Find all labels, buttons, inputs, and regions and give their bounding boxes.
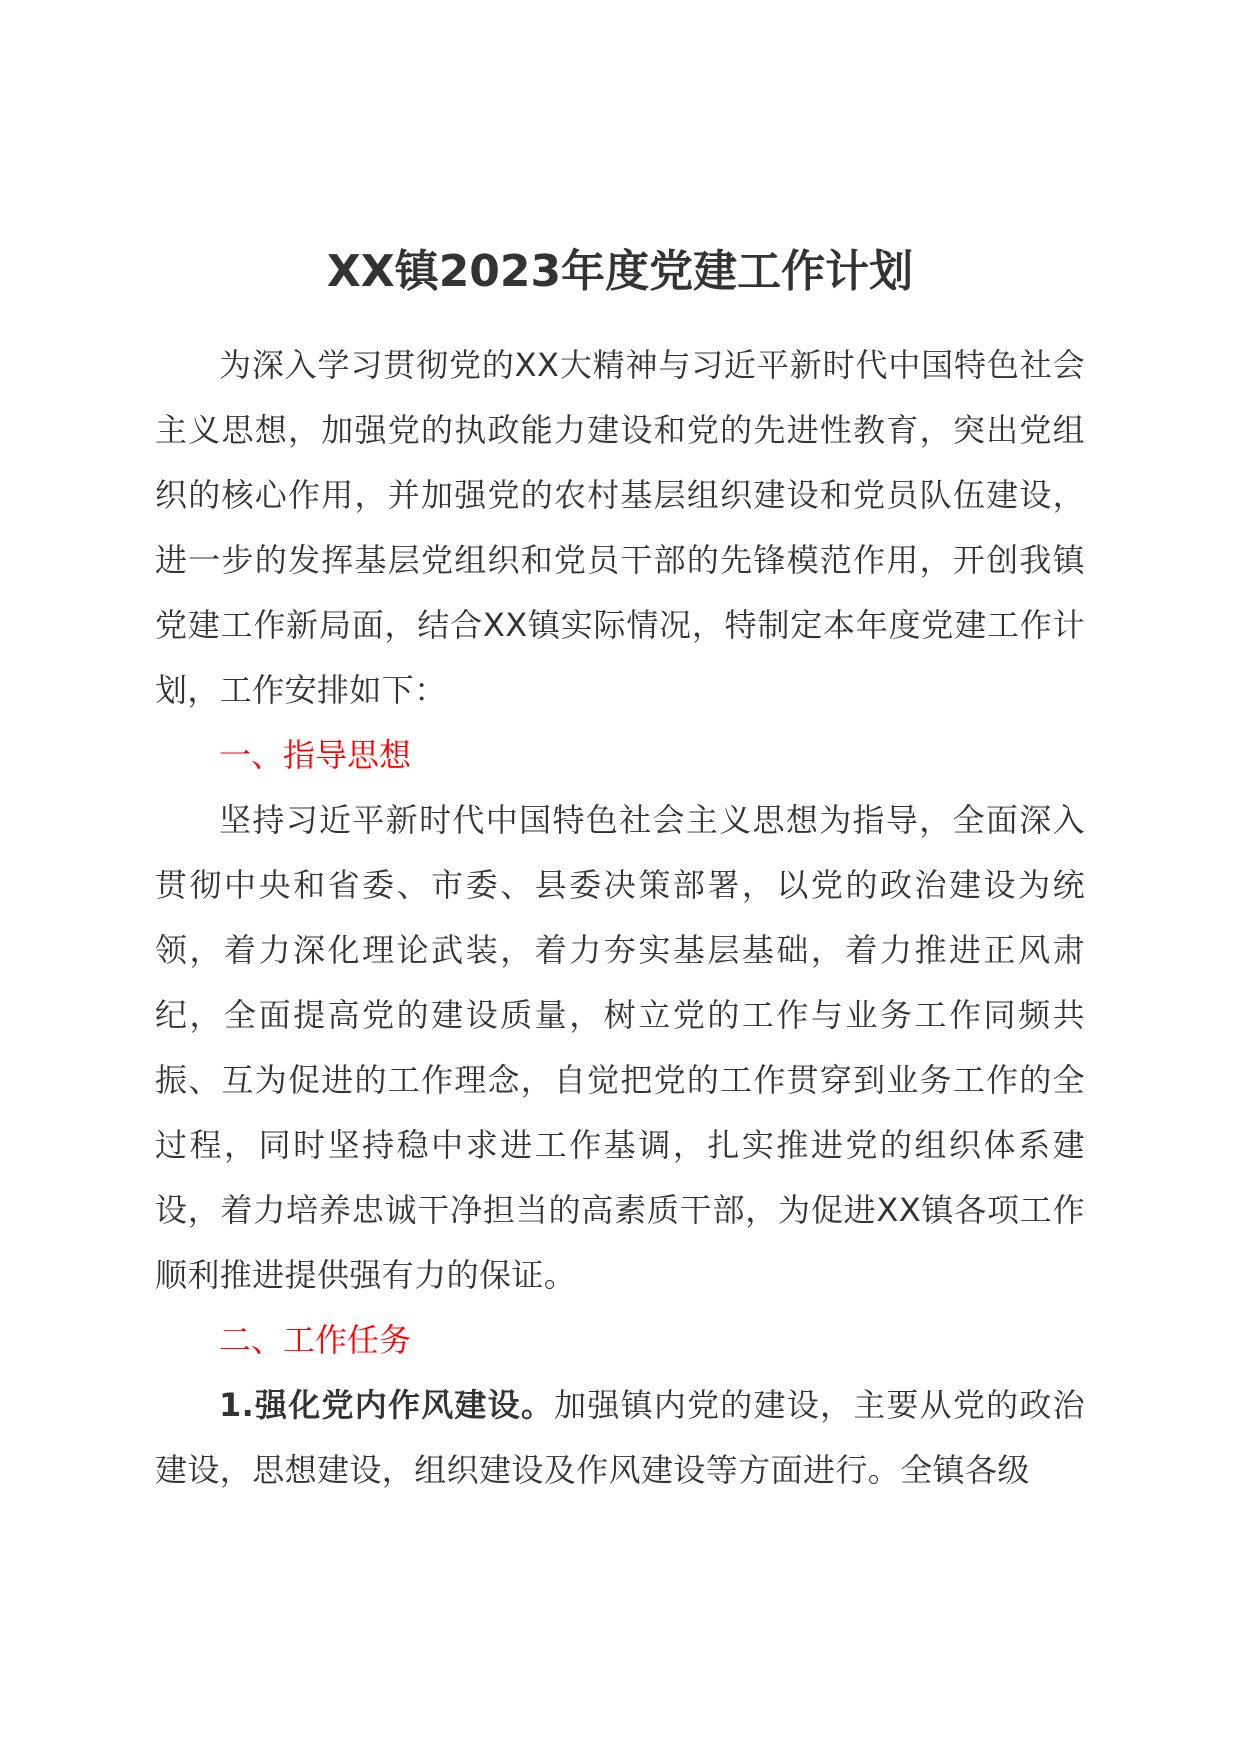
work-task-item-1-lead: 1.强化党内作风建设。 [219, 1386, 555, 1424]
document-title: XX镇2023年度党建工作计划 [326, 246, 914, 297]
guiding-ideology-paragraph: 坚持习近平新时代中国特色社会主义思想为指导，全面深入贯彻中央和省委、市委、县委决策部署，以党的政治建设为统领，着力深化理论武装，着力夯实基层基础，着力推进正风肃纪，全面提高党的建设质量，树立党的工作与业务工作同频共振、互为促进的工作理念，自觉把党的工作贯穿到业务工作的全过程，同时坚持稳中求进工作基调，扎实推进党的组织体系建设，着力培养忠诚干净担当的高素质干部，为促进XX镇各项工作顺利推进提供强有力的保证。 [155, 801, 1085, 1294]
section-heading-guiding-ideology: 一、指导思想 [219, 736, 412, 774]
section-heading-work-tasks: 二、工作任务 [219, 1321, 412, 1359]
document-body [155, 333, 1085, 1503]
intro-paragraph: 为深入学习贯彻党的XX大精神与习近平新时代中国特色社会主义思想，加强党的执政能力建设和党的先进性教育，突出党组织的核心作用，并加强党的农村基层组织建设和党员队伍建设，进一步的发挥基层党组织和党员干部的先锋模范作用，开创我镇党建工作新局面，结合XX镇实际情况，特制定本年度党建工作计划，工作安排如下： [155, 346, 1085, 709]
work-task-item-1-text: 加强镇内党的建设，主要从党的政治建设，思想建设，组织建设及作风建设等方面进行。全镇各级 [155, 1386, 1086, 1489]
work-task-item-1 [155, 1373, 1085, 1503]
